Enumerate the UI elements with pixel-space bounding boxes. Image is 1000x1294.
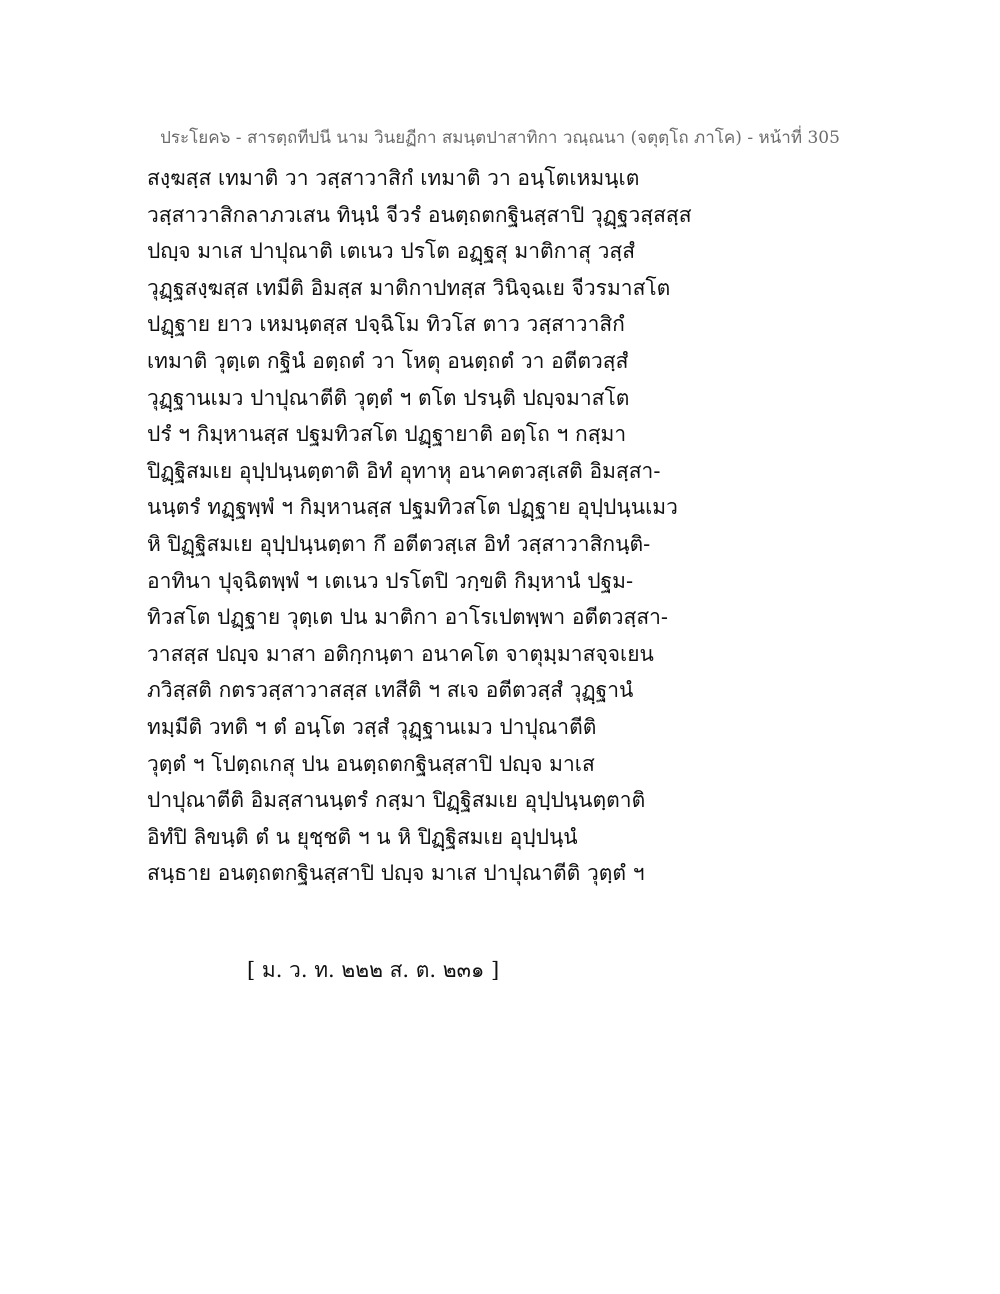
text-line: ทิวสโต ปฏฺฐาย วุตฺเต ปน มาติกา อาโรเปตพฺพา อตีตวสฺสา- bbox=[147, 605, 669, 630]
text-line: วสฺสาวาสิกลาภวเสน ทินฺนํ จีวรํ อนตฺถตกฐินสฺสาปิ วุฏฺฐวสฺสสฺส bbox=[147, 202, 692, 227]
text-line: สนฺธาย อนตฺถตกฐินสฺสาปิ ปญฺจ มาเส ปาปุณาตีติ วุตฺตํ ฯ bbox=[147, 861, 645, 886]
text-line: ปาปุณาตีติ อิมสฺสานนฺตรํ กสฺมา ปิฏฺฐิสมเย อุปฺปนฺนตฺตาติ bbox=[147, 788, 646, 813]
text-line: วุฏฺฐานเมว ปาปุณาตีติ วุตฺตํ ฯ ตโต ปรนฺติ ปญฺจมาสโต bbox=[147, 385, 630, 410]
text-line: นนฺตรํ ทฏฺฐพฺพํ ฯ กิมฺหานสฺส ปฐมทิวสโต ปฏฺฐาย อุปฺปนฺนเมว bbox=[147, 495, 678, 520]
body-text bbox=[147, 160, 867, 892]
text-line: ปญฺจ มาเส ปาปุณาติ เตเนว ปรโต อฏฺฐสุ มาติกาสุ วสฺสํ bbox=[147, 239, 636, 264]
text-line: ปฏฺฐาย ยาว เหมนฺตสฺส ปจฺฉิโม ทิวโส ตาว วสฺสาวาสิกํ bbox=[147, 312, 625, 337]
text-line: ภวิสฺสติ กตรวสฺสาวาสสฺส เทสีติ ฯ สเจ อตีตวสฺสํ วุฏฺฐานํ bbox=[147, 678, 634, 703]
source-reference: [ ม. ว. ท. ๒๒๒ ส. ต. ๒๓๑ ] bbox=[247, 958, 500, 982]
text-line: สงฺฆสฺส เทมาติ วา วสฺสาวาสิกํ เทมาติ วา อนฺโตเหมนฺเต bbox=[147, 166, 640, 190]
text-line: อาทินา ปุจฺฉิตพฺพํ ฯ เตเนว ปรโตปิ วกฺขติ กิมฺหานํ ปฐม- bbox=[147, 568, 634, 593]
text-line: ปิฏฺฐิสมเย อุปฺปนฺนตฺตาติ อิทํ อุทาหุ อนาคตวสฺเสติ อิมสฺสา- bbox=[147, 458, 661, 483]
text-line: ทมฺมีติ วทติ ฯ ตํ อนฺโต วสฺสํ วุฏฺฐานเมว ปาปุณาตีติ bbox=[147, 714, 597, 739]
text-line: หิ ปิฏฺฐิสมเย อุปฺปนฺนตฺตา กึ อตีตวสฺเส อิทํ วสฺสาวาสิกนฺติ- bbox=[147, 531, 651, 556]
text-line: วุฏฺฐสงฺฆสฺส เทมีติ อิมสฺส มาติกาปทสฺส วินิจฺฉเย จีวรมาสโต bbox=[147, 275, 671, 300]
page-header: ประโยค๖ - สารตฺถทีปนี นาม วินยฏีกา สมนฺตปาสาทิกา วณฺณนา (จตุตฺโถ ภาโค) - หน้าที่ 305 bbox=[160, 128, 840, 148]
text-line: วุตฺตํ ฯ โปตฺถเกสุ ปน อนตฺถตกฐินสฺสาปิ ปญฺจ มาเส bbox=[147, 751, 595, 776]
text-line: เทมาติ วุตฺเต กฐินํ อตฺถตํ วา โหตุ อนตฺถตํ วา อตีตวสฺสํ bbox=[147, 348, 629, 373]
text-line: ปรํ ฯ กิมฺหานสฺส ปฐมทิวสโต ปฏฺฐายาติ อตฺโถ ฯ กสฺมา bbox=[147, 422, 627, 447]
text-line: วาสสฺส ปญฺจ มาสา อติกฺกนฺตา อนาคโต จาตุมฺมาสจฺจเยน bbox=[147, 641, 654, 666]
text-line: อิทํปิ ลิขนฺติ ตํ น ยุชฺชติ ฯ น หิ ปิฏฺฐิสมเย อุปฺปนฺนํ bbox=[147, 824, 578, 849]
